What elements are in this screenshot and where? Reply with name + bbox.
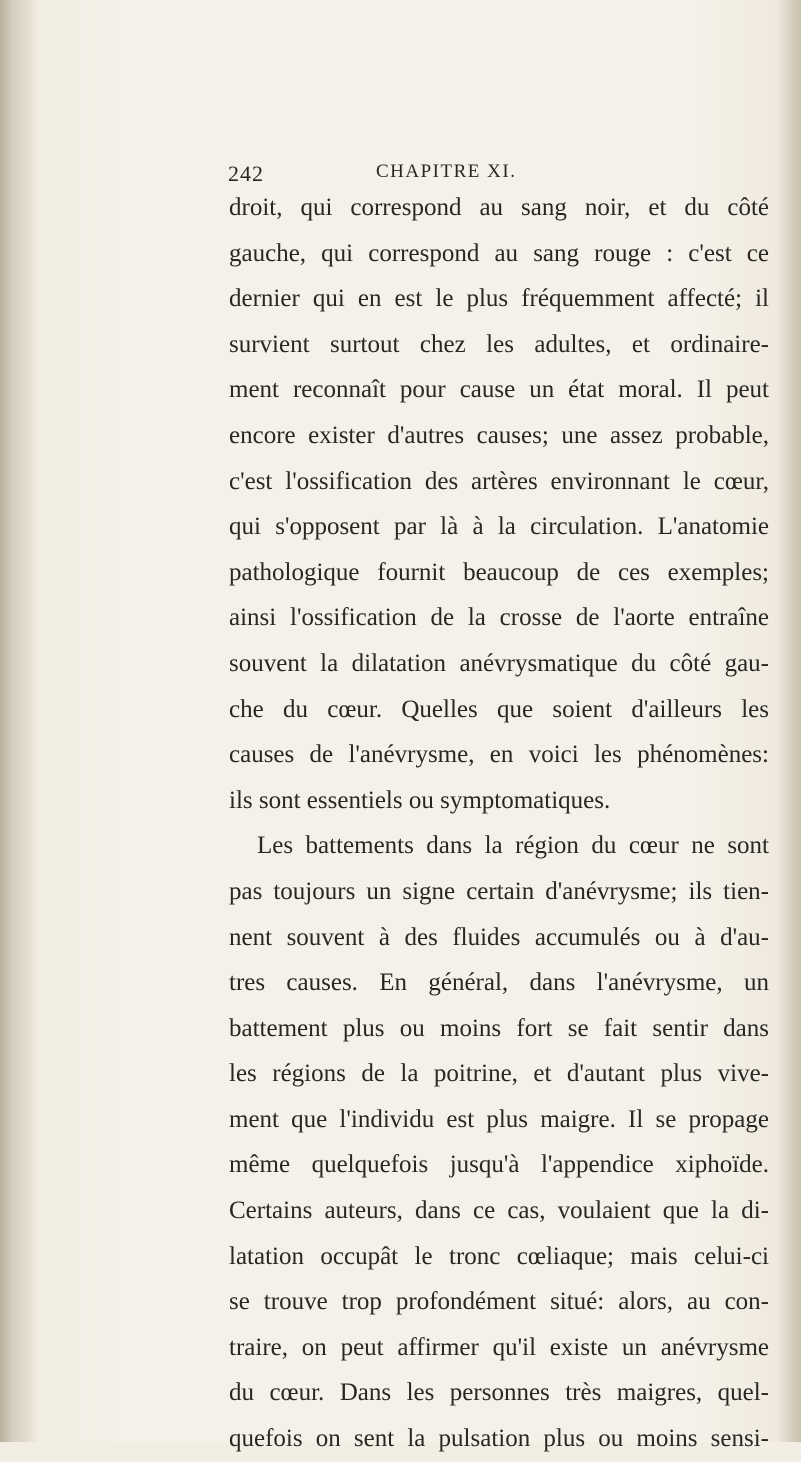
text-line: latation occupât le tronc cœliaque; mais celui-ci xyxy=(229,1242,769,1270)
text-line: pathologique fournit beaucoup de ces exemples; xyxy=(229,558,769,586)
text-line: du cœur. Dans les personnes très maigres, quel- xyxy=(229,1379,769,1407)
chapter-title: CHAPITRE XI. xyxy=(376,161,517,182)
text-line: droit, qui correspond au sang noir, et du côté xyxy=(229,194,769,221)
text-line: ils sont essentiels ou symptomatiques. xyxy=(229,786,611,814)
page-edge-shadow xyxy=(777,0,801,1442)
text-line: même quelquefois jusqu'à l'appendice xiphoïde. xyxy=(229,1151,769,1179)
text-line: quefois on sent la pulsation plus ou moins sensi- xyxy=(229,1425,769,1453)
text-line: Certains auteurs, dans ce cas, voulaient que la di- xyxy=(229,1197,769,1225)
text-line: encore exister d'autres causes; une assez probable, xyxy=(229,421,769,449)
text-line: ment reconnaît pour cause un état moral. Il peut xyxy=(229,376,769,404)
page-number: 242 xyxy=(228,161,264,186)
text-line: ainsi l'ossification de la crosse de l'aorte entraîne xyxy=(229,604,769,632)
text-line: che du cœur. Quelles que soient d'ailleurs les xyxy=(229,695,769,723)
text-line: ment que l'individu est plus maigre. Il se propage xyxy=(229,1105,769,1133)
body-text xyxy=(229,185,769,1462)
text-line: se trouve trop profondément situé: alors, au con- xyxy=(229,1288,769,1316)
text-line: souvent la dilatation anévrysmatique du côté gau- xyxy=(229,649,769,677)
text-line: traire, on peut affirmer qu'il existe un anévrysme xyxy=(229,1333,769,1361)
text-line: causes de l'anévrysme, en voici les phénomènes: xyxy=(229,741,769,769)
text-line: nent souvent à des fluides accumulés ou à d'au- xyxy=(229,923,769,951)
text-line: survient surtout chez les adultes, et ordinaire- xyxy=(229,330,769,358)
text-line: tres causes. En général, dans l'anévrysme, un xyxy=(229,969,769,997)
text-line: Les battements dans la région du cœur ne sont xyxy=(257,832,769,860)
text-line: c'est l'ossification des artères environnant le cœur, xyxy=(229,467,769,495)
binding-shadow xyxy=(0,0,38,1442)
text-line: pas toujours un signe certain d'anévrysme; ils tien- xyxy=(229,877,769,905)
text-line: gauche, qui correspond au sang rouge : c'est ce xyxy=(229,239,769,267)
text-line: qui s'opposent par là à la circulation. L'anatomie xyxy=(229,513,769,541)
text-line: battement plus ou moins fort se fait sentir dans xyxy=(229,1014,769,1042)
text-line: dernier qui en est le plus fréquemment affecté; il xyxy=(229,285,769,313)
text-line: les régions de la poitrine, et d'autant plus vive- xyxy=(229,1060,769,1088)
